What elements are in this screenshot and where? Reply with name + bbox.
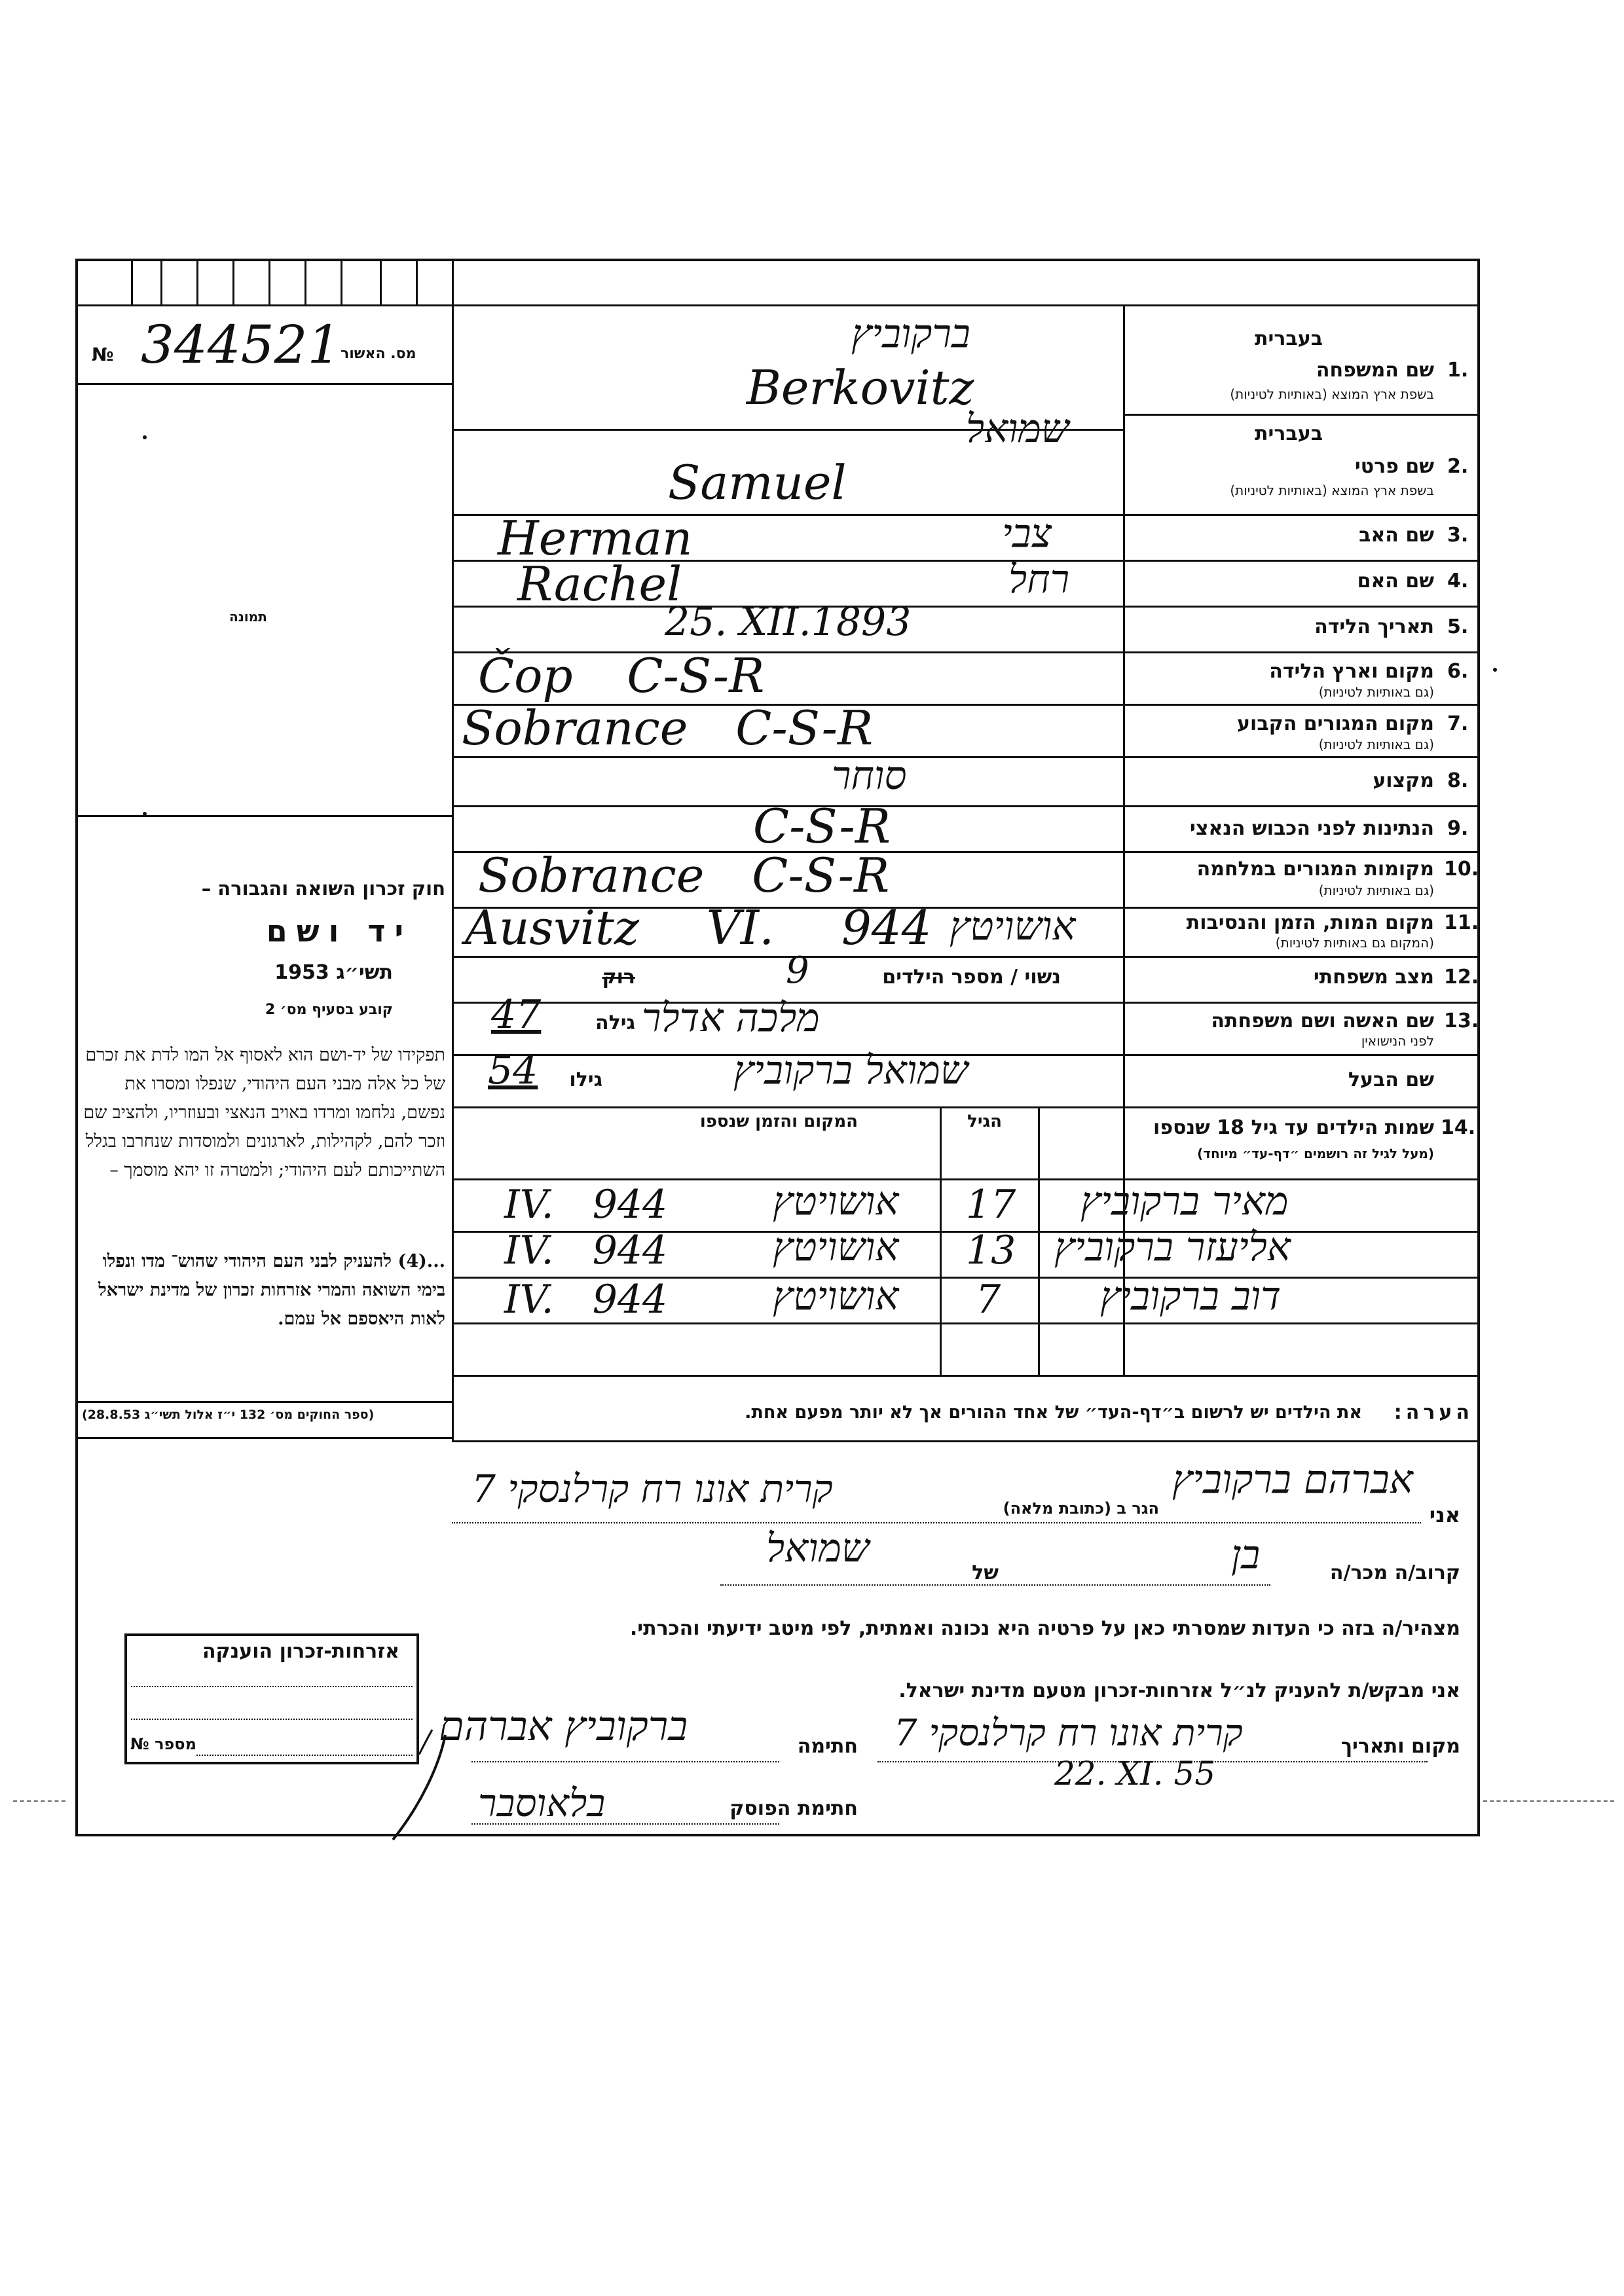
field-4-value-he: רחל [1008,556,1070,602]
field-6-sub: (גם באותיות לטיניות) [1318,684,1434,700]
field-2-sub: בשפת ארץ המוצא (באותיות לטיניות) [1230,483,1434,498]
form-number-label: מס. האשור [341,346,416,362]
children-col-divider [1038,1106,1040,1375]
note-bottom-line [452,1440,1480,1442]
tick [232,259,234,304]
field-12-children-count: 9 [786,949,809,992]
field-2-label: שם פרטי [1354,455,1434,478]
child-3-age: 7 [976,1277,1001,1322]
field-13-num: 13. [1444,1010,1479,1032]
child-2-place: אושויטץ [773,1224,899,1270]
decl-name: אברהם ברקוביץ [1172,1457,1413,1503]
children-label: שמות הילדים עד גיל 18 שנספו [1153,1116,1434,1139]
tick [341,259,342,304]
field-13-sub: לפני הנישואין [1361,1033,1434,1049]
decl-request: אני מבקש/ת להעניק לנ״ל אזרחות-זכרון מטעם מדינת ישראל. [898,1679,1460,1702]
left-column-divider [452,259,454,1440]
note-text: את הילדים יש לרשום ב״דף-העד״ של אחד ההורים אך לא יותר מפעם אחת. [745,1402,1362,1423]
field-13-value-he: מלכה אדלר [642,995,820,1041]
field-12-num: 12. [1444,966,1479,989]
child-3-date: IV. 944 [504,1277,668,1322]
header-divider [75,304,1480,306]
field-8-label: מקצוע [1373,769,1434,792]
child-3-name: דוב ברקוביץ [1100,1273,1282,1319]
decl-line-1 [452,1522,1421,1523]
row-line [452,1375,1480,1377]
field-11-num: 11. [1444,911,1479,934]
tick [268,259,270,304]
field-2-value-he: שמואל [966,406,1069,452]
husband-label: שם הבעל [1348,1068,1434,1091]
tick [304,259,306,304]
decl-resident-label: הגר ב (כתובת מלאה) [1003,1499,1159,1518]
decl-date: 22. XI. 55 [1054,1755,1216,1793]
clause-ref: קובע בסעיף מס׳ 2 [265,1002,393,1018]
field-8-num: 8. [1447,769,1469,792]
field-1-value-lat: Berkovitz [747,360,974,415]
husband-value-he: שמואל ברקוביץ [733,1048,969,1093]
field-11-label: מקום המות, הזמן והנסיבות [1186,911,1434,934]
children-sub: (מעל לגיל זה רושמים ״דף-עד״ מיוחד) [1197,1146,1434,1161]
field-5-value-lat: 25. XII.1893 [665,599,912,645]
husband-age-label: גילו [569,1068,602,1091]
field-12-struck: רוק [602,966,635,989]
row-line [452,1178,1480,1180]
tick [416,259,418,304]
field-9-label: הנתינות לפני הכבוש הנאצי [1190,817,1434,840]
decl-statement: מצהיר/ה בזה כי העדות שמסרתי כאן על פרטיה היא נכונה ואמתית, לפי מיטב ידיעתי והכרתי. [629,1617,1460,1640]
decl-relation: בן [1231,1532,1261,1578]
decl-official-label: חתימת הפוסק [729,1797,858,1820]
field-1-sub: בשפת ארץ המוצא (באותיות לטיניות) [1230,386,1434,402]
stamp-title: אזרחות-זכרון הוענקה [202,1640,399,1663]
field-3-label: שם האב [1359,524,1434,547]
field-3-num: 3. [1447,524,1469,547]
field-6-label: מקום וארץ הלידה [1269,660,1434,683]
child-1-date: IV. 944 [504,1182,668,1228]
row-line [452,956,1480,958]
field-10-label: מקומות המגורים במלחמה [1196,858,1434,881]
field-12-value: נשוי / מספר הילדים [882,966,1061,989]
child-2-name: אליעזר ברקוביץ [1054,1224,1291,1270]
field-11-value-he: אושויטץ [950,903,1076,949]
scan-mark [1493,668,1497,672]
decl-relation-label: קרוב/ה מכר/ה [1329,1561,1460,1584]
field-3-value-he: צבי [1002,511,1052,556]
scan-edge-mark [1483,1800,1614,1802]
child-1-place: אושויטץ [773,1178,899,1224]
left-panel-rule-2 [75,1437,452,1439]
children-col-place: המקום והזמן שנספו [699,1112,858,1131]
field-2-num: 2. [1447,455,1469,478]
org-name: יד ושם [266,913,413,949]
tick [131,259,133,304]
child-2-date: IV. 944 [504,1228,668,1273]
decl-signature-label: חתימה [797,1735,858,1758]
field-12-label: מצב משפחתי [1313,966,1434,989]
field-1-num: 1. [1447,359,1469,382]
husband-age: 54 [488,1048,538,1093]
stamp-line [131,1686,413,1687]
form-number-value: 344521 [141,314,341,375]
field-7-label: מקום המגורים הקבוע [1237,712,1434,735]
field-3-value-lat: Herman [498,511,693,566]
field-2-value-lat: Samuel [668,455,847,510]
field-7-sub: (גם באותיות לטיניות) [1318,737,1434,752]
year-line: תשי״ג 1953 [274,961,393,984]
children-col-divider [940,1106,942,1375]
tick [160,259,162,304]
field-4-num: 4. [1447,570,1469,592]
row-line [452,756,1480,758]
decl-signature: ברקוביץ אברהם [439,1702,688,1750]
children-num: 14. [1441,1116,1476,1139]
field-1-hebrew-tag: בעברית [1255,327,1323,350]
stamp-number-line [196,1755,413,1756]
decl-place-date-label: מקום ותאריך [1340,1735,1460,1758]
stamp-line [131,1719,413,1720]
field-10-sub: (גם באותיות לטיניות) [1318,883,1434,898]
tick [196,259,198,304]
field-6-num: 6. [1447,660,1469,683]
photo-label: תמונה [229,609,267,625]
law-source: (ספר החוקים מס׳ 132 י״ז אלול תשי״ג 28.8.53) [82,1408,375,1422]
field-11-sub: (המקום גם באותיות לטיניות) [1275,935,1434,951]
decl-of-label: של [972,1561,999,1584]
field-7-value-lat: Sobrance C-S-R [462,701,874,756]
photo-bottom-rule [75,815,452,817]
field-5-label: תאריך הלידה [1314,615,1434,638]
row-line [1123,414,1480,416]
law-title: חוק זכרון השואה והגבורה – [201,877,445,900]
scan-edge-mark [13,1800,65,1802]
purpose-text: תפקידו של יד-ושם הוא לאסוף אל המו לדת את זכרם של כל אלה מבני העם היהודי, שנפלו ומסרו את נפשם, נלחמו ומרדו באויב הנאצי ובעוזריו, ולהציב שם וזכר להם, לקהילות, לארגונים ולמוסדות שנחרבו בגלל השתייכותם לעם היהודי; ולמטרה זו יהא מוסמך – [83,1045,445,1180]
child-2-age: 13 [966,1228,1016,1273]
field-6-value-lat: Čop C-S-R [478,648,765,703]
field-5-num: 5. [1447,615,1469,638]
child-3-place: אושויטץ [773,1273,899,1319]
children-col-age: הגיל [967,1112,1002,1131]
decl-line-2 [720,1584,1270,1586]
child-1-age: 17 [966,1182,1016,1228]
field-1-label: שם המשפחה [1316,359,1434,382]
field-2-hebrew-tag: בעברית [1255,422,1323,445]
row-line [452,1106,1480,1108]
field-13-age: 47 [491,992,542,1038]
row-line [452,1002,1480,1004]
tick [380,259,382,304]
field-9-num: 9. [1447,817,1469,840]
row-line [452,1322,1480,1324]
photo-corner-mark [143,435,147,439]
field-7-num: 7. [1447,712,1469,735]
decl-of-name: שמואל [766,1525,870,1571]
child-1-name: מאיר ברקוביץ [1080,1178,1289,1224]
clause4-text: ...(4) להעניק לבני העם היהודי שהוש־ מדו ונפלו בימי השואה והמרי אזרחות זכרון של מדינת ישראל לאות היאספם אל עמם. [98,1251,445,1329]
decl-place-date: קרית אונו רח קרלנסקי 7 [894,1712,1243,1755]
decl-official-sig: בלאוסבר [478,1781,606,1825]
left-panel-rule [75,1401,452,1403]
form-number-prefix: № [92,344,114,365]
field-13-age-label: גילה [595,1011,635,1034]
row-line [452,805,1480,807]
decl-address: קרית אונו רח קרלנסקי 7 [471,1467,833,1511]
decl-ani: אני [1429,1503,1460,1527]
stamp-number-label: מספר № [130,1735,196,1753]
note-label: הערה: [1393,1401,1473,1424]
field-13-label: שם האשה ושם משפחתה [1211,1010,1434,1032]
field-1-value-he: ברקוביץ [851,311,970,357]
decl-line-5 [471,1823,779,1825]
field-10-num: 10. [1444,858,1479,881]
field-8-value-he: סוחר [832,753,907,799]
field-4-value-lat: Rachel [517,556,682,611]
field-9-value-lat: C-S-R [753,799,891,854]
field-4-label: שם האם [1357,570,1434,592]
left-header-rule [75,383,452,385]
field-11-value-lat: Ausvitz VI. 944 [465,900,932,955]
field-10-value-lat: Sobrance C-S-R [478,848,890,903]
decl-line-3 [877,1761,1428,1762]
decl-line-4 [471,1761,779,1762]
